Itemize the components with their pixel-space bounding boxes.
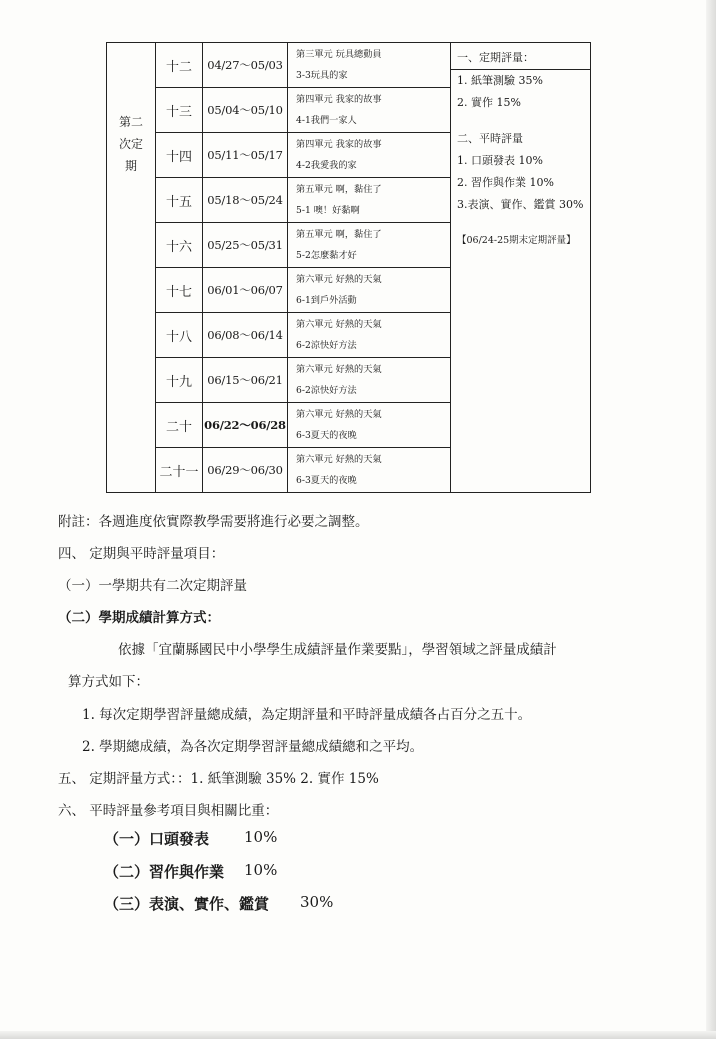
item2-text: （二）學期成績計算方式： (58, 610, 220, 626)
week-cell: 十七 (156, 268, 203, 313)
evaluation-notes (451, 43, 591, 493)
periodic-eval-item: 1. 紙筆測驗 35% (457, 74, 543, 87)
week-cell: 二十一 (156, 448, 203, 493)
unit-cell (288, 268, 451, 313)
unit-title: 第六單元 好熱的天氣 (296, 274, 382, 285)
date-cell: 05/25～05/31 (203, 223, 288, 268)
item1-text: （一）一學期共有二次定期評量 (58, 578, 247, 594)
date-cell: 04/27～05/03 (203, 43, 288, 88)
weight2-value: 10% (244, 861, 278, 879)
date-cell: 06/08～06/14 (203, 313, 288, 358)
week-cell: 十二 (156, 43, 203, 88)
remark-text: 附註：各週進度依實際教學需要將進行必要之調整。 (58, 514, 369, 530)
section5-text: 五、 定期評量方式：：1. 紙筆測驗 35% 2. 實作 15% (58, 771, 379, 787)
date-cell: 06/22～06/28 (203, 403, 288, 448)
week-cell: 十九 (156, 358, 203, 403)
periodic-eval-title: 一、定期評量： (457, 51, 534, 64)
lesson-title: 6-3夏天的夜晚 (296, 430, 357, 441)
unit-cell (288, 43, 451, 88)
week-cell: 十八 (156, 313, 203, 358)
para-line2: 算方式如下： (68, 674, 149, 690)
final-exam-note: 【06/24-25期末定期評量】 (457, 235, 576, 246)
term-label-text: 第二次定期 (118, 115, 143, 173)
lesson-title: 4-1我們一家人 (296, 115, 357, 126)
periodic-eval-item: 2. 實作 15% (457, 96, 521, 109)
week-cell: 十五 (156, 178, 203, 223)
unit-cell (288, 403, 451, 448)
unit-title: 第四單元 我家的故事 (296, 94, 382, 105)
unit-title: 第四單元 我家的故事 (296, 139, 382, 150)
lesson-title: 6-3夏天的夜晚 (296, 475, 357, 486)
lesson-title: 3-3玩具的家 (296, 70, 348, 81)
unit-cell (288, 358, 451, 403)
lesson-title: 6-2涼快好方法 (296, 340, 357, 351)
section4-title: 四、 定期與平時評量項目： (58, 546, 225, 562)
date-cell: 06/15～06/21 (203, 358, 288, 403)
term-label (107, 43, 156, 493)
date-cell: 05/18～05/24 (203, 178, 288, 223)
lesson-title: 6-2涼快好方法 (296, 385, 357, 396)
weight1-value: 10% (244, 828, 278, 846)
section6-title: 六、 平時評量參考項目與相關比重： (58, 803, 279, 819)
unit-title: 第三單元 玩具總動員 (296, 49, 382, 60)
unit-cell (288, 223, 451, 268)
page-edge-shadow (706, 0, 716, 1039)
rule2-text: 2. 學期總成績，為各次定期學習評量總成績總和之平均。 (82, 739, 424, 755)
week-cell: 二十 (156, 403, 203, 448)
date-cell: 05/04～05/10 (203, 88, 288, 133)
unit-title: 第六單元 好熱的天氣 (296, 409, 382, 420)
schedule-row (107, 43, 591, 88)
unit-title: 第六單元 好熱的天氣 (296, 454, 382, 465)
regular-eval-title: 二、平時評量 (457, 132, 523, 145)
date-cell: 06/01～06/07 (203, 268, 288, 313)
week-cell: 十六 (156, 223, 203, 268)
unit-cell (288, 133, 451, 178)
unit-cell (288, 448, 451, 493)
unit-title: 第五單元 啊，黏住了 (296, 229, 382, 240)
unit-title: 第六單元 好熱的天氣 (296, 364, 382, 375)
lesson-title: 6-1到戶外活動 (296, 295, 357, 306)
lesson-title: 5-1 噢！好黏啊 (296, 205, 360, 216)
week-cell: 十三 (156, 88, 203, 133)
weight2-label: （二）習作與作業 (104, 863, 225, 881)
unit-cell (288, 313, 451, 358)
week-cell: 十四 (156, 133, 203, 178)
unit-cell (288, 88, 451, 133)
weight3-value: 30% (300, 893, 334, 911)
regular-eval-item: 2. 習作與作業 10% (457, 176, 554, 189)
para-line1: 依據「宜蘭縣國民中小學學生成績評量作業要點」，學習領域之評量成績計 (118, 642, 557, 658)
unit-title: 第五單元 啊，黏住了 (296, 184, 382, 195)
unit-cell (288, 178, 451, 223)
weight3-label: （三）表演、實作、鑑賞 (104, 895, 270, 913)
lesson-title: 5-2怎麼黏才好 (296, 250, 357, 261)
date-cell: 05/11～05/17 (203, 133, 288, 178)
rule1-text: 1. 每次定期學習評量總成績，為定期評量和平時評量成績各占百分之五十。 (82, 707, 532, 723)
schedule-table (106, 42, 591, 493)
page-bottom-shadow (0, 1031, 716, 1039)
lesson-title: 4-2我愛我的家 (296, 160, 357, 171)
weight1-label: （一）口頭發表 (104, 830, 210, 848)
regular-eval-item: 1. 口頭發表 10% (457, 154, 543, 167)
unit-title: 第六單元 好熱的天氣 (296, 319, 382, 330)
date-cell: 06/29～06/30 (203, 448, 288, 493)
note-spacer (457, 114, 590, 128)
regular-eval-item: 3.表演、實作、鑑賞 30% (457, 198, 584, 211)
